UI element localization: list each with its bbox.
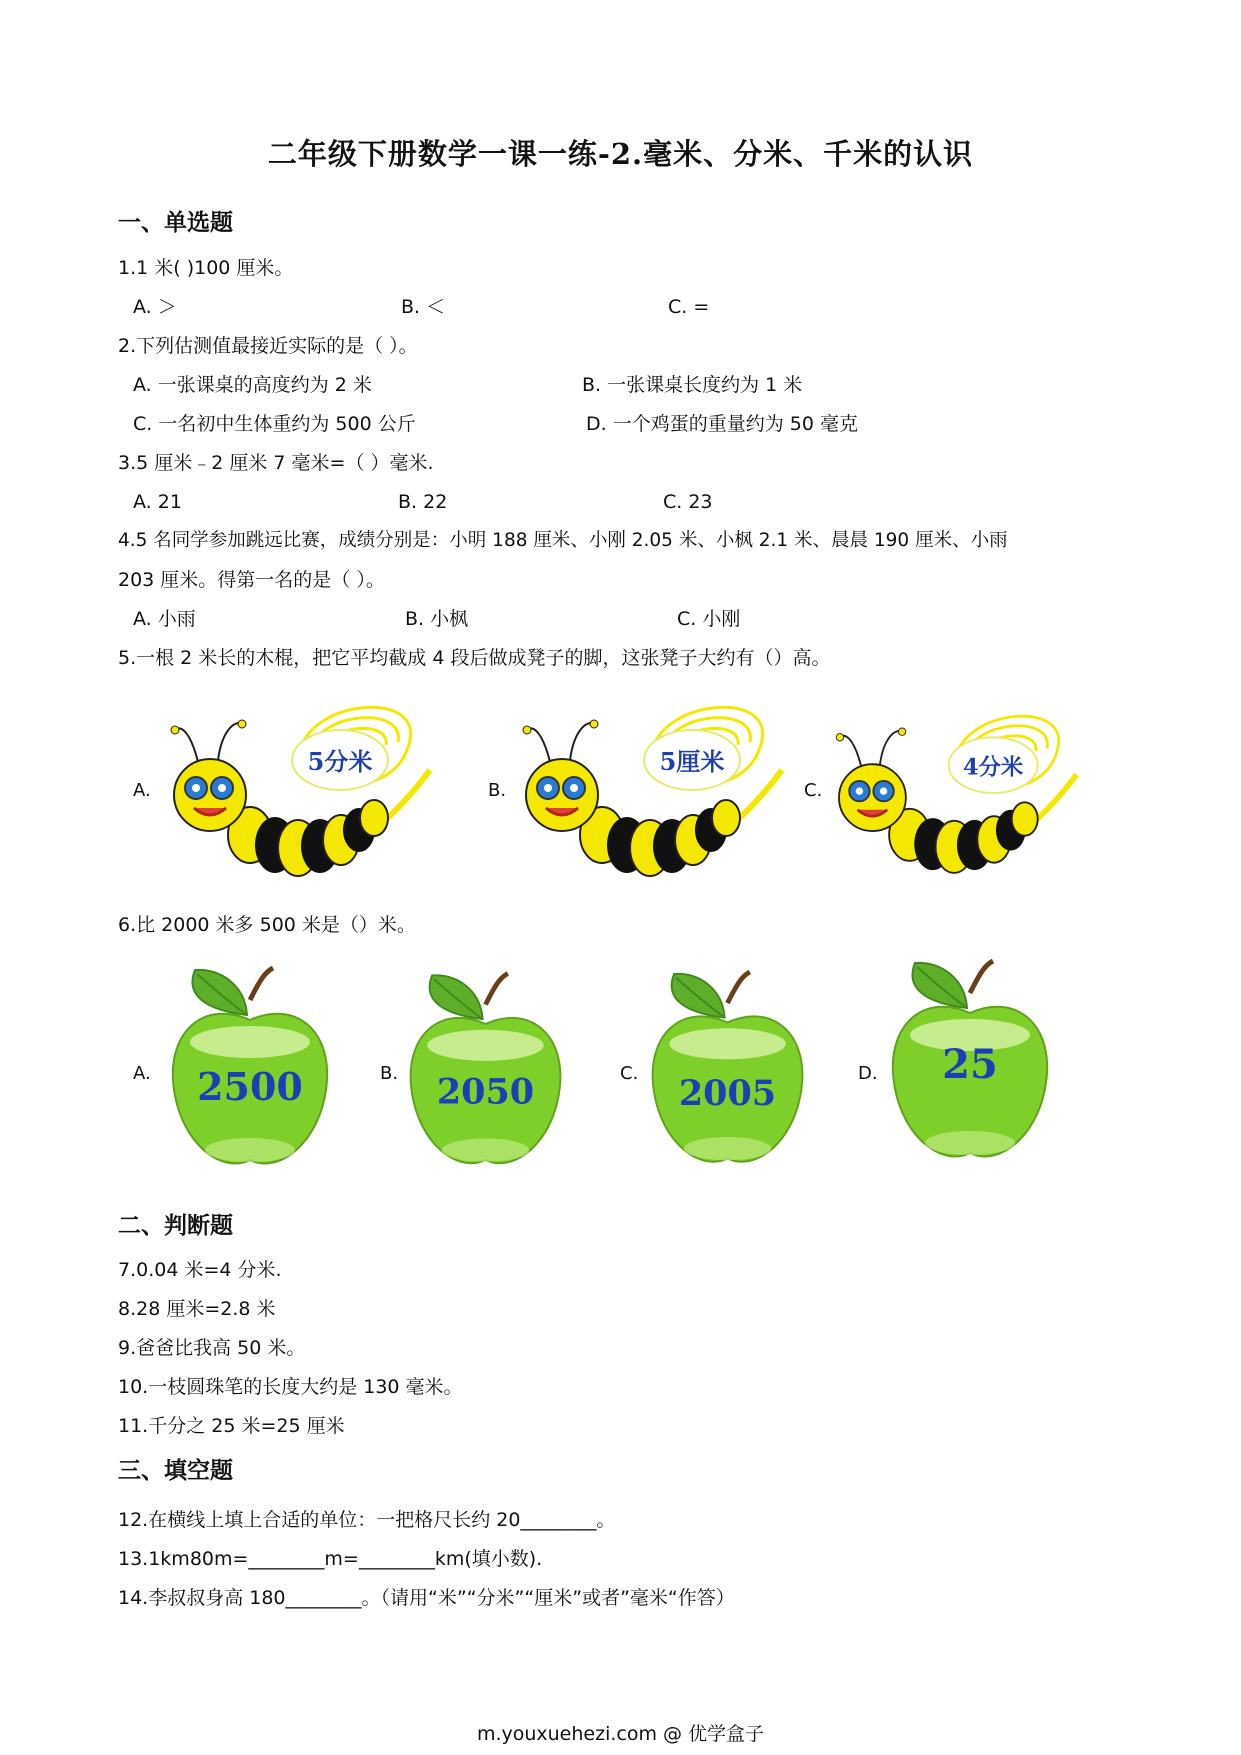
apple-value: 25 — [942, 1041, 998, 1088]
judge-item: 9.爸爸比我高 50 米。 — [118, 1337, 306, 1359]
fill-item: 13.1km80m=________m=________km(填小数). — [118, 1548, 543, 1570]
apple-value: 2500 — [197, 1064, 303, 1109]
judge-item: 7.0.04 米=4 分米. — [118, 1259, 282, 1281]
page-title: 二年级下册数学一课一练-2.毫米、分米、千米的认识 — [267, 137, 974, 171]
section-heading-true-false: 二、判断题 — [118, 1212, 233, 1239]
caterpillar-value: 5分米 — [307, 747, 373, 776]
q6-option-b-label: B. — [380, 1063, 399, 1084]
apple-icon — [403, 965, 568, 1180]
section-heading-single-choice: 一、单选题 — [118, 209, 233, 236]
caterpillar-value: 4分米 — [963, 754, 1024, 781]
q3-option-c: C. 23 — [663, 491, 713, 513]
judge-item: 11.千分之 25 米=25 厘米 — [118, 1415, 345, 1437]
question-4-line-1: 4.5 名同学参加跳远比赛，成绩分别是：小明 188 厘米、小刚 2.05 米、小枫 2.1 米、晨晨 190 厘米、小雨 — [118, 530, 1008, 551]
q2-option-d: D. 一个鸡蛋的重量约为 50 毫克 — [586, 413, 858, 435]
apple-icon — [165, 960, 335, 1180]
q2-option-a: A. 一张课桌的高度约为 2 米 — [133, 374, 372, 396]
fill-item: 14.李叔叔身高 180________。（请用“米”“分米”“厘米”或者”毫米“作答） — [118, 1587, 735, 1609]
question-2: 2.下列估测值最接近实际的是（ ）。 — [118, 335, 418, 357]
q4-option-b: B. 小枫 — [405, 608, 469, 630]
q6-option-c-label: C. — [620, 1063, 639, 1084]
question-4-line-2: 203 厘米。得第一名的是（ ）。 — [118, 569, 385, 591]
judge-item: 8.28 厘米=2.8 米 — [118, 1298, 276, 1320]
q5-option-a-label: A. — [133, 780, 151, 801]
apple-value: 2005 — [678, 1072, 777, 1114]
q6-option-a-label: A. — [133, 1063, 151, 1084]
apple-value: 2050 — [436, 1071, 535, 1113]
q5-option-b-label: B. — [488, 780, 507, 801]
q6-option-d-label: D. — [858, 1063, 878, 1084]
caterpillar-icon — [160, 690, 440, 890]
section-heading-fill-blank: 三、填空题 — [118, 1457, 233, 1484]
q3-option-b: B. 22 — [398, 491, 448, 513]
q1-option-c: C. = — [668, 296, 710, 318]
q1-option-a: A. ＞ — [133, 296, 177, 318]
q2-option-c: C. 一名初中生体重约为 500 公斤 — [133, 413, 416, 435]
caterpillar-value: 5厘米 — [659, 747, 725, 776]
q1-option-b: B. ＜ — [401, 296, 446, 318]
question-1: 1.1 米( )100 厘米。 — [118, 257, 294, 279]
q2-option-b: B. 一张课桌长度约为 1 米 — [582, 374, 803, 396]
q4-option-a: A. 小雨 — [133, 608, 196, 630]
q4-option-c: C. 小刚 — [677, 608, 741, 630]
q3-option-a: A. 21 — [133, 491, 182, 513]
question-3: 3.5 厘米﹣2 厘米 7 毫米=（ ）毫米. — [118, 452, 434, 474]
apple-icon — [885, 950, 1055, 1176]
footer-watermark: m.youxuehezi.com @ 优学盒子 — [476, 1723, 765, 1745]
question-6: 6.比 2000 米多 500 米是（）米。 — [118, 914, 416, 936]
judge-item: 10.一枝圆珠笔的长度大约是 130 毫米。 — [118, 1376, 463, 1398]
caterpillar-icon — [826, 700, 1086, 886]
q5-option-c-label: C. — [804, 780, 823, 801]
question-5: 5.一根 2 米长的木棍，把它平均截成 4 段后做成凳子的脚，这张凳子大约有（）高。 — [118, 647, 831, 669]
apple-icon — [645, 962, 810, 1180]
caterpillar-icon — [512, 690, 792, 890]
fill-item: 12.在横线上填上合适的单位：一把格尺长约 20________。 — [118, 1509, 616, 1531]
